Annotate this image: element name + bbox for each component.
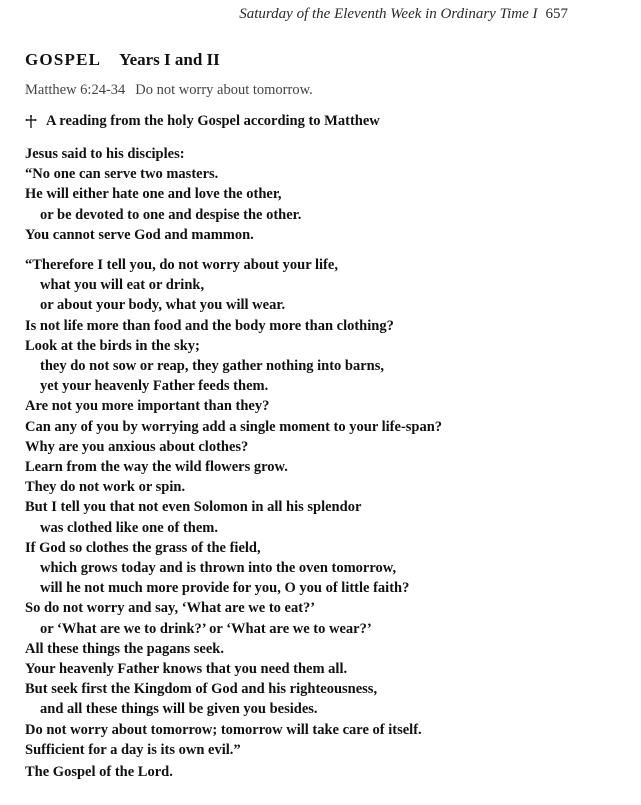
reading-line: will he not much more provide for you, O you of little faith?	[40, 580, 410, 597]
reading-line: They do not work or spin.	[25, 479, 186, 496]
citation	[25, 82, 313, 99]
reading-line: Do not worry about tomorrow; tomorrow will take care of itself.	[25, 721, 422, 738]
gospel-acclamation: The Gospel of the Lord.	[25, 764, 173, 780]
section-heading	[25, 50, 220, 70]
section-label: GOSPEL	[25, 50, 102, 69]
reading-line: Look at the birds in the sky;	[25, 337, 200, 354]
reading-line: You cannot serve God and mammon.	[25, 226, 254, 243]
reading-line: If God so clothes the grass of the field,	[25, 539, 261, 556]
reading-line: He will either hate one and love the other,	[25, 186, 282, 203]
reading-line: or ‘What are we to drink?’ or ‘What are we to wear?’	[40, 620, 372, 637]
reading-line: Your heavenly Father knows that you need them all.	[25, 661, 348, 678]
reading-line: or about your body, what you will wear.	[40, 297, 286, 314]
reading-line: or be devoted to one and despise the other.	[40, 206, 302, 223]
reading-line: “No one can serve two masters.	[25, 166, 219, 183]
announcement-text: A reading from the holy Gospel according to Matthew	[46, 113, 380, 129]
reading-line: which grows today and is thrown into the oven tomorrow,	[40, 560, 397, 577]
reading-line: All these things the pagans seek.	[25, 640, 224, 657]
reading-line: Learn from the way the wild flowers grow.	[25, 459, 288, 476]
section-years: Years I and II	[119, 50, 220, 69]
page-number: 657	[545, 6, 568, 22]
reading-line: Is not life more than food and the body more than clothing?	[25, 317, 394, 334]
reading-line: But I tell you that not even Solomon in all his splendor	[25, 499, 362, 516]
reading-line: So do not worry and say, ‘What are we to eat?’	[25, 600, 316, 617]
reading-line: they do not sow or reap, they gather nothing into barns,	[40, 358, 385, 375]
citation-reference: Matthew 6:24-34	[25, 82, 126, 98]
reading-line: what you will eat or drink,	[40, 277, 205, 294]
reading-line: But seek first the Kingdom of God and his righteousness,	[25, 681, 378, 698]
reading-line: and all these things will be given you besides.	[40, 701, 318, 718]
reading-line: yet your heavenly Father feeds them.	[40, 378, 269, 395]
reading-line: was clothed like one of them.	[40, 519, 219, 536]
reading-announcement	[25, 113, 380, 130]
running-head	[239, 6, 568, 23]
running-head-title: Saturday of the Eleventh Week in Ordinary Time I	[239, 6, 538, 22]
cross-icon	[25, 115, 37, 129]
stanza-break	[25, 245, 625, 255]
reading-text	[25, 144, 625, 760]
reading-line: Can any of you by worrying add a single moment to your life-span?	[25, 418, 443, 435]
citation-summary: Do not worry about tomorrow.	[135, 82, 313, 98]
reading-line: Why are you anxious about clothes?	[25, 438, 249, 455]
reading-line: Jesus said to his disciples:	[25, 146, 185, 162]
reading-line: Sufficient for a day is its own evil.”	[25, 741, 241, 758]
reading-line: Are not you more important than they?	[25, 398, 270, 415]
reading-line: “Therefore I tell you, do not worry about your life,	[25, 257, 338, 274]
